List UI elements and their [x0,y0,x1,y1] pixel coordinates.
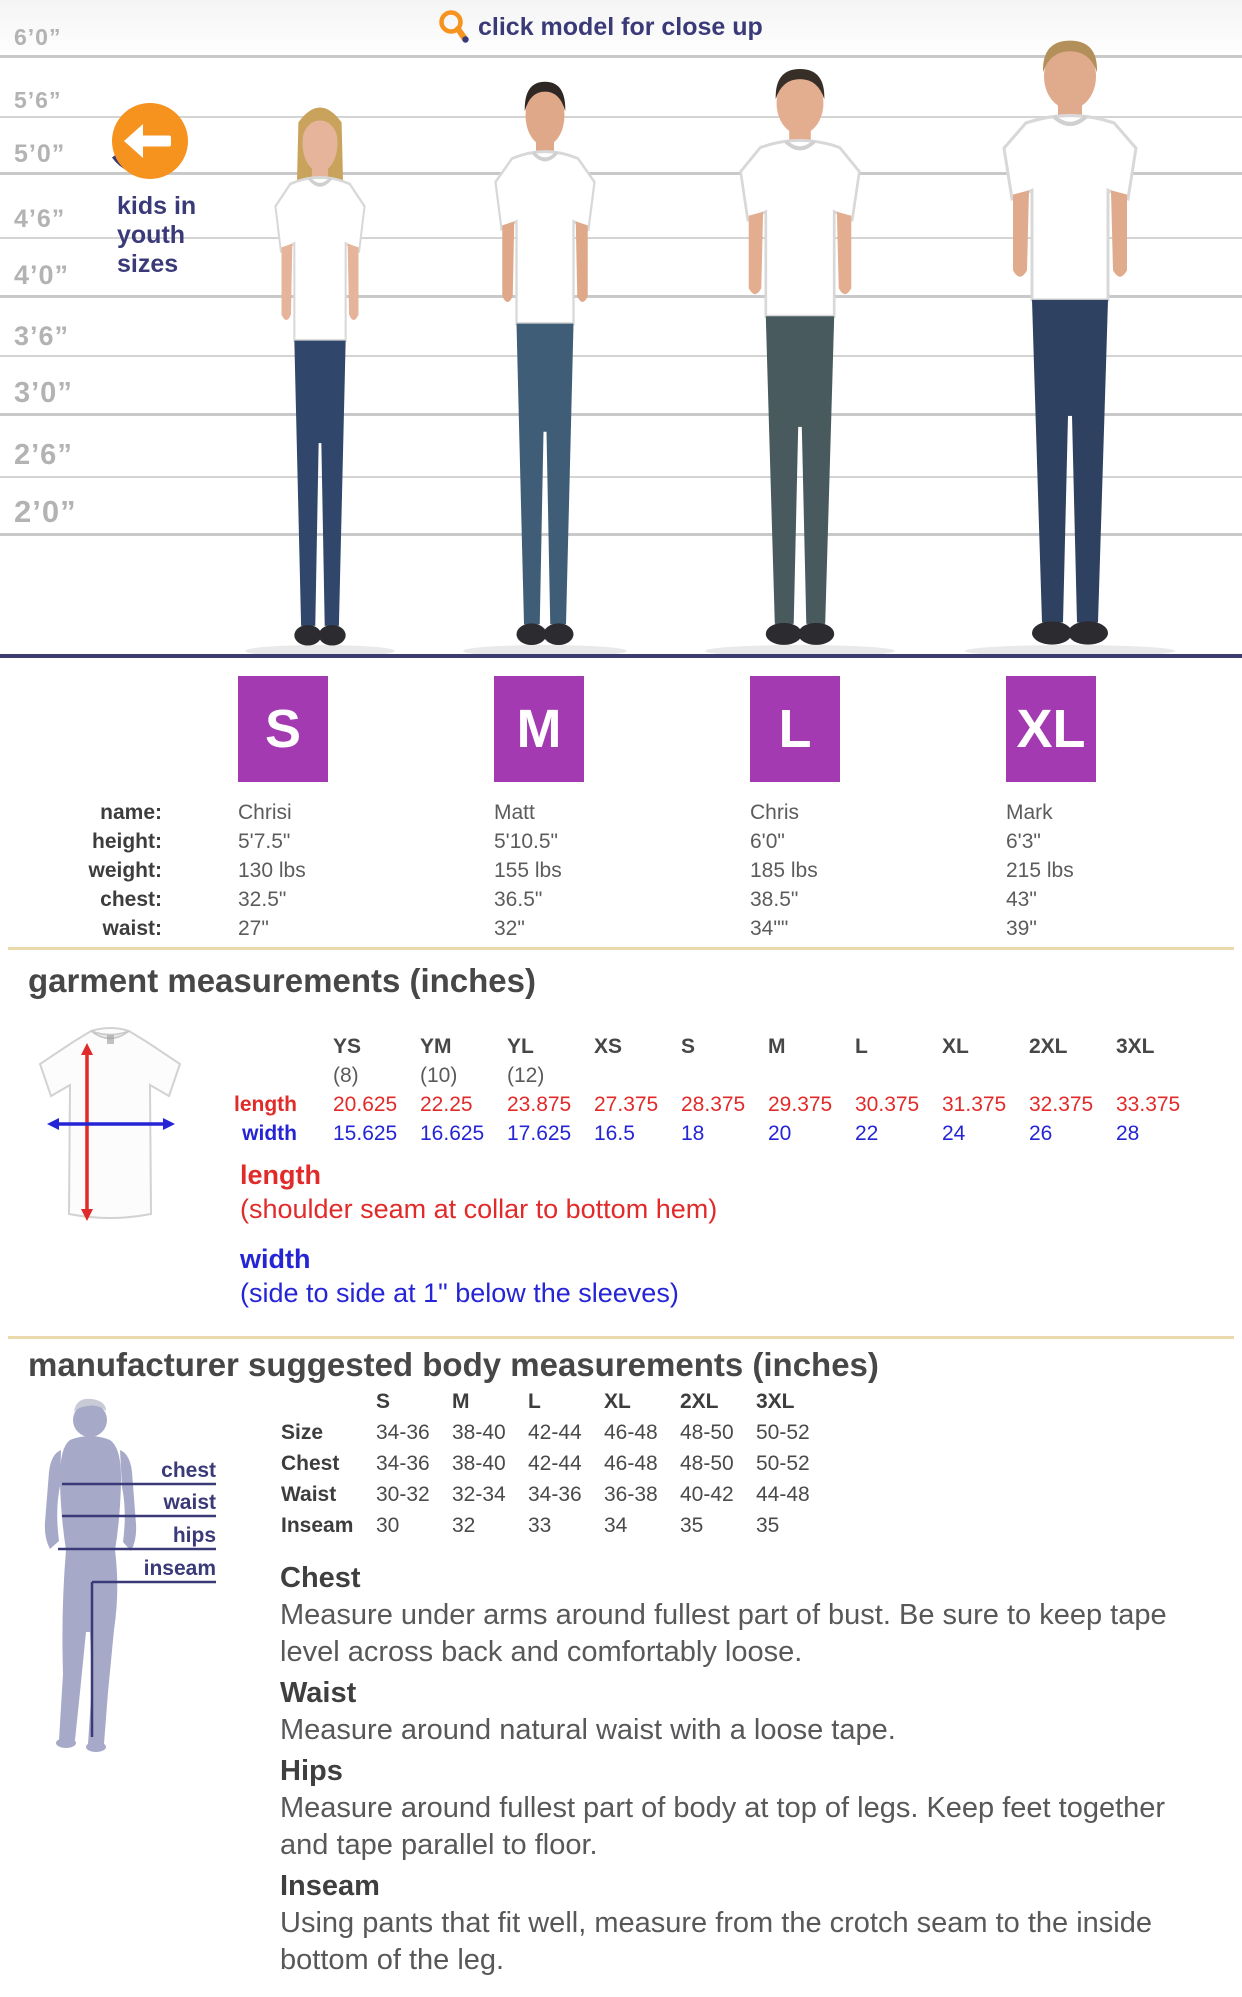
size-col: 3XL [756,1390,795,1413]
cell: 32-34 [452,1483,506,1506]
instruction-text-inseam: Using pants that fit well, measure from the crotch seam to the inside bottom of the leg. [280,1907,1153,1976]
cell: 46-48 [604,1452,658,1475]
model-weight: 185 lbs [750,859,818,882]
height-marker: 3’6” [14,321,70,351]
instruction-text-waist: Measure around natural waist with a loose tape. [280,1714,896,1746]
cell: 33 [528,1514,552,1537]
cell: 40-42 [680,1483,734,1506]
garment-col: YL [507,1035,534,1058]
row-label: Inseam [281,1514,354,1537]
photo-header [438,8,763,46]
width-value: 15.625 [333,1122,398,1145]
cell: 50-52 [756,1421,810,1444]
model-height: 5'10.5" [494,830,559,853]
length-value: 27.375 [594,1093,659,1116]
cell: 46-48 [604,1421,658,1444]
cell: 42-44 [528,1452,582,1475]
width-value: 26 [1029,1122,1053,1145]
length-value: 28.375 [681,1093,746,1116]
youth-size-number: (10) [420,1064,458,1087]
length-def-title: length [240,1160,321,1190]
instruction-title-chest: Chest [280,1562,361,1594]
instruction-title-waist: Waist [280,1677,357,1709]
cell: 32 [452,1514,476,1537]
model-chest: 43" [1006,888,1037,911]
width-value: 22 [855,1122,879,1145]
cell: 50-52 [756,1452,810,1475]
figure-label-waist: waist [163,1491,216,1514]
model-name: Chris [750,801,800,824]
cell: 42-44 [528,1421,582,1444]
width-value: 18 [681,1122,705,1145]
measuring-instructions [280,1556,1170,1979]
divider [8,1336,1234,1339]
width-value: 20 [768,1122,792,1145]
model-name: Matt [494,801,535,824]
figure-label-chest: chest [161,1459,216,1482]
body-measurements-table [281,1386,832,1541]
height-marker: 2’6” [14,439,73,471]
width-value: 28 [1116,1122,1140,1145]
length-value: 29.375 [768,1093,833,1116]
height-marker: 5’6” [14,87,62,113]
width-row-label: width [242,1122,297,1145]
cell: 36-38 [604,1483,658,1506]
garment-col: XS [594,1035,623,1058]
model-waist: 34"" [750,917,789,940]
cell: 34-36 [528,1483,582,1506]
kids-arrow-icon [112,103,188,179]
model-lineup-photo [0,0,1242,662]
length-value: 20.625 [333,1093,398,1116]
garment-col: S [681,1035,696,1058]
instruction-title-hips: Hips [280,1755,343,1787]
model-weight: 215 lbs [1006,859,1074,882]
model-name: Mark [1006,801,1053,824]
garment-col: L [855,1035,868,1058]
model-height: 6'0" [750,830,785,853]
length-row-label: length [234,1093,297,1116]
photo-header-label: click model for close up [478,12,763,41]
garment-col: 2XL [1029,1035,1068,1058]
size-col: M [452,1390,470,1413]
size-col: S [376,1390,391,1413]
row-label: Waist [281,1483,337,1506]
model-height: 6'3" [1006,830,1041,853]
figure-label-hips: hips [172,1524,216,1547]
photo-baseline [0,654,1242,658]
divider [8,947,1234,950]
length-value: 31.375 [942,1093,1007,1116]
length-value: 32.375 [1029,1093,1094,1116]
cell: 30-32 [376,1483,430,1506]
row-label: chest: [100,888,162,911]
model-height: 5'7.5" [238,830,291,853]
width-def-title: width [240,1244,311,1274]
youth-size-number: (8) [333,1064,359,1087]
row-label: height: [92,830,162,853]
cell: 35 [680,1514,704,1537]
length-value: 23.875 [507,1093,572,1116]
model-name: Chrisi [238,801,292,824]
model-weight: 155 lbs [494,859,562,882]
height-marker: 5’0” [14,140,66,168]
model-weight: 130 lbs [238,859,306,882]
body-silhouette [45,1399,136,1752]
model-matt[interactable] [496,78,595,645]
magnifier-icon [438,8,470,46]
size-col: 2XL [680,1390,719,1413]
width-value: 17.625 [507,1122,572,1145]
garment-col: YM [420,1035,452,1058]
kids-note [117,192,196,279]
size-col: L [528,1390,541,1413]
row-label: Chest [281,1452,340,1475]
row-label: waist: [102,917,162,940]
height-marker: 4’0” [14,260,70,290]
kids-note-line: youth [117,221,186,249]
row-label: name: [100,801,162,824]
model-mark[interactable] [1004,36,1136,644]
garment-col: M [768,1035,786,1058]
kids-note-line: kids in [117,192,197,220]
height-marker: 3’0” [14,377,73,409]
model-chest: 32.5" [238,888,287,911]
length-def-text: (shoulder seam at collar to bottom hem) [240,1194,718,1224]
size-badge-m: M [494,676,584,782]
cell: 34-36 [376,1452,430,1475]
cell: 48-50 [680,1452,734,1475]
cell: 38-40 [452,1421,506,1444]
model-info-table [0,798,1242,943]
height-marker: 4’6” [14,205,66,233]
instruction-text-chest: Measure under arms around fullest part of bust. Be sure to keep tape level across back and comfortably loose. [280,1599,1167,1668]
cell: 30 [376,1514,400,1537]
width-def-text: (side to side at 1" below the sleeves) [240,1278,679,1308]
figure-label-inseam: inseam [143,1557,216,1580]
model-chris[interactable] [741,65,860,645]
kids-note-line: sizes [117,250,179,278]
length-value: 33.375 [1116,1093,1181,1116]
width-value: 16.5 [594,1122,635,1145]
row-label: Size [281,1421,324,1444]
cell: 34 [604,1514,628,1537]
model-waist: 32" [494,917,525,940]
size-col: XL [604,1390,631,1413]
model-waist: 27" [238,917,269,940]
body-measurement-figure [18,1392,223,1767]
width-value: 16.625 [420,1122,485,1145]
cell: 48-50 [680,1421,734,1444]
model-waist: 39" [1006,917,1037,940]
size-badge-s: S [238,676,328,782]
youth-size-number: (12) [507,1064,545,1087]
measurement-definitions [240,1158,717,1310]
size-badge-xl: XL [1006,676,1096,782]
row-label: weight: [88,859,162,882]
cell: 38-40 [452,1452,506,1475]
garment-col: YS [333,1035,362,1058]
garment-col: XL [942,1035,969,1058]
length-value: 30.375 [855,1093,920,1116]
cell: 34-36 [376,1421,430,1444]
model-chest: 38.5" [750,888,799,911]
height-marker: 2’0” [14,494,77,529]
instruction-text-hips: Measure around fullest part of body at top of legs. Keep feet together and tape parallel to floor. [280,1792,1166,1861]
garment-table [0,1032,1185,1148]
garment-heading: garment measurements (inches) [28,962,537,999]
length-value: 22.25 [420,1093,473,1116]
cell: 35 [756,1514,780,1537]
model-chest: 36.5" [494,888,543,911]
width-value: 24 [942,1122,966,1145]
manufacturer-heading: manufacturer suggested body measurements (inches) [28,1346,879,1383]
instruction-title-inseam: Inseam [280,1870,380,1902]
model-scene [0,0,1242,662]
size-badge-l: L [750,676,840,782]
height-marker: 6’0” [14,24,62,50]
garment-col: 3XL [1116,1035,1155,1058]
cell: 44-48 [756,1483,810,1506]
model-chrisi[interactable] [275,107,364,645]
